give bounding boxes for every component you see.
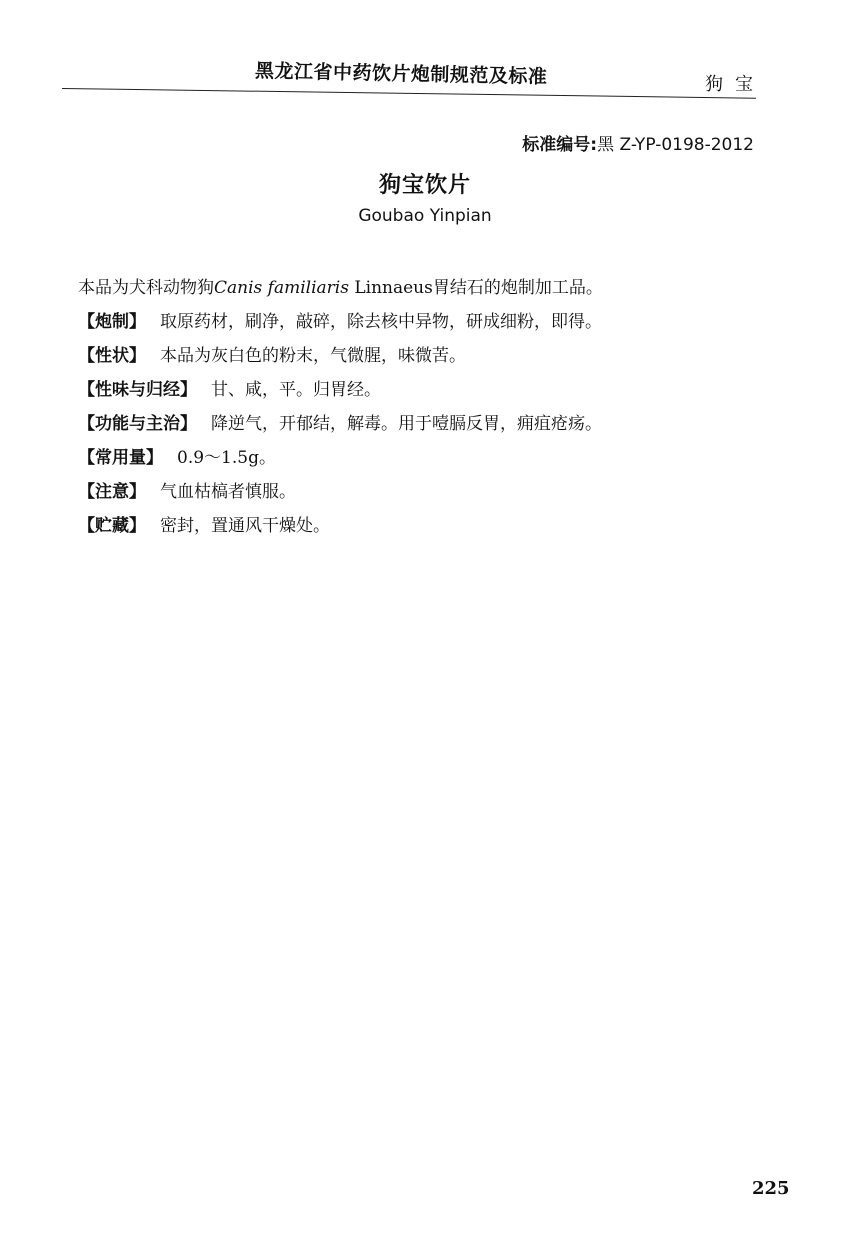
entry-label: 【注意】 (78, 482, 146, 502)
standard-number (522, 130, 754, 155)
header-section-name: 狗宝 (705, 74, 765, 95)
entry-dosage (78, 446, 768, 480)
entry-text: 0.9～1.5g。 (177, 448, 276, 468)
entry-text: 气血枯槁者慎服。 (160, 482, 296, 502)
intro-paragraph (78, 276, 768, 310)
entry-label: 【功能与主治】 (78, 414, 197, 434)
monograph-body (78, 276, 768, 548)
header-title: 黑龙江省中药饮片炮制规范及标准 (254, 60, 548, 89)
intro-latin-name: Canis familiaris (214, 278, 349, 298)
page-subtitle: Goubao Yinpian (358, 206, 492, 226)
entry-label: 【贮藏】 (78, 516, 146, 536)
entry-text: 本品为灰白色的粉末，气微腥，味微苦。 (160, 346, 466, 366)
entry-description (78, 344, 768, 378)
intro-after: Linnaeus胃结石的炮制加工品。 (348, 278, 603, 298)
standard-number-value: 黑 Z-YP-0198-2012 (597, 135, 754, 155)
entry-label: 【常用量】 (78, 448, 163, 468)
entry-storage (78, 514, 768, 548)
entry-caution (78, 480, 768, 514)
entry-label: 【炮制】 (78, 312, 146, 332)
intro-before: 本品为犬科动物狗 (78, 278, 214, 298)
entry-text: 密封，置通风干燥处。 (160, 516, 330, 536)
entry-processing (78, 310, 768, 344)
entry-text: 降逆气，开郁结，解毒。用于噎膈反胃，痈疽疮疡。 (211, 414, 602, 434)
header-rule (62, 88, 756, 99)
standard-number-label: 标准编号: (522, 135, 598, 155)
entry-text: 甘、咸，平。归胃经。 (211, 380, 381, 400)
page-title: 狗宝饮片 (378, 173, 471, 198)
entry-function-indication (78, 412, 768, 446)
entry-property-meridian (78, 378, 768, 412)
entry-label: 【性味与归经】 (78, 380, 197, 400)
page-number: 225 (752, 1178, 790, 1199)
entry-label: 【性状】 (78, 346, 146, 366)
running-header (0, 0, 850, 110)
entry-text: 取原药材，刷净，敲碎，除去核中异物，研成细粉，即得。 (160, 312, 602, 332)
